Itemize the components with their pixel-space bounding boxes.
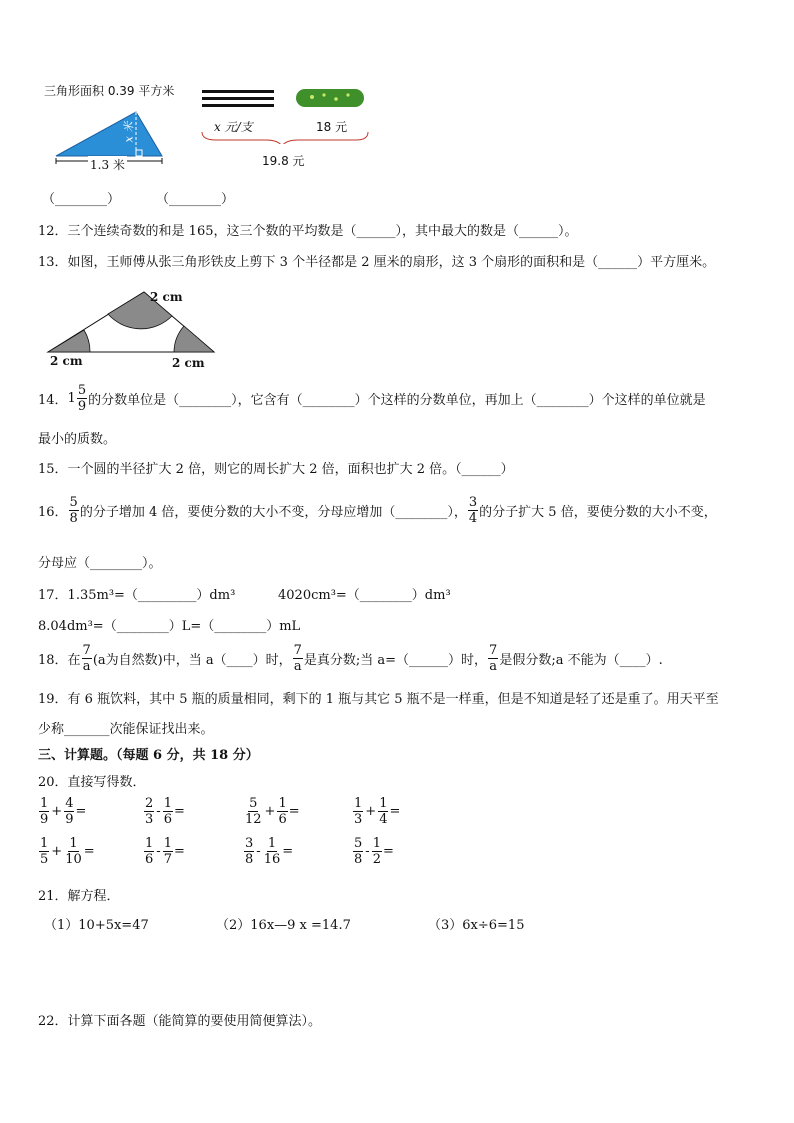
q16-fraction-1: $\frac{5}{8}$ — [69, 495, 78, 526]
sector-right-label: 2 cm — [172, 356, 205, 370]
triangle-shape — [56, 112, 162, 156]
q20-expression: $\frac{1}{9}$ + $\frac{4}{9}$ = — [40, 796, 87, 827]
question-22: 22．计算下面各题（能简算的要使用简便算法）。 — [38, 1014, 322, 1029]
triangle-base-label: 1.3 米 — [90, 158, 125, 172]
sector-top-label: 2 cm — [150, 290, 183, 304]
pens-answer-blank[interactable]: （________） — [156, 192, 235, 207]
question-18: 18．在 $\frac{7}{a}$ (a为自然数)中，当 a（____）时， $\frac{7}{a}$ 是真分数;当 a=（______）时， $\frac{7}{a}$ 是假分数;a 不能为（____）. — [38, 643, 663, 674]
question-17c: 8.04dm³=（________）L=（________）mL — [38, 619, 301, 634]
question-16: 16． $\frac{5}{8}$ 的分子增加 4 倍，要使分数的大小不变，分母应增加（________）， $\frac{3}{4}$ 的分子扩大 5 倍，要使分数的大小不变， — [38, 495, 717, 526]
sector-left-label: 2 cm — [50, 354, 83, 368]
q20-expression: $\frac{3}{8}$ - $\frac{1}{16}$ = — [245, 836, 294, 867]
question-17b: 4020cm³=（________）dm³ — [278, 588, 451, 603]
question-17a: 17．1.35m³=（_________）dm³ — [38, 588, 236, 603]
sectors-figure — [44, 286, 219, 356]
pencil-case-price-label: 18 元 — [316, 120, 348, 134]
triangle-height-label: x 米 — [122, 121, 136, 143]
q16-fraction-2: $\frac{3}{4}$ — [468, 495, 478, 526]
question-21: 21．解方程． — [38, 889, 120, 904]
pens-figure — [196, 84, 376, 144]
question-14 — [38, 384, 706, 413]
q18-fraction-1: $\frac{7}{a}$ — [82, 643, 91, 674]
equation-3: （3）6x÷6=15 — [428, 918, 525, 933]
q20-expression: $\frac{1}{3}$ + $\frac{1}{4}$ = — [354, 796, 401, 827]
q20-expression: $\frac{5}{8}$ - $\frac{1}{2}$ = — [354, 836, 394, 867]
q20-expression: $\frac{1}{5}$ + $\frac{1}{10}$ = — [40, 836, 95, 867]
q14-number: 14． — [38, 393, 68, 408]
triangle-caption: 三角形面积 0.39 平方米 — [44, 84, 175, 98]
question-19-line2: 少称_______次能保证找出来。 — [38, 722, 214, 737]
q20-expression: $\frac{5}{12}$ + $\frac{1}{6}$ = — [245, 796, 300, 827]
question-20: 20．直接写得数． — [38, 775, 146, 790]
total-price-label: 19.8 元 — [262, 154, 305, 168]
q14-whole: 1 — [67, 391, 76, 406]
q18-fraction-2: $\frac{7}{a}$ — [293, 643, 302, 674]
question-13: 13．如图，王师傅从张三角形铁皮上剪下 3 个半径都是 2 厘米的扇形，这 3 个扇形的面积和是（______）平方厘米。 — [38, 255, 716, 270]
question-12: 12．三个连续奇数的和是 165，这三个数的平均数是（______），其中最大的数是（______）。 — [38, 224, 578, 239]
equation-1: （1）10+5x=47 — [44, 918, 149, 933]
triangle-answer-blank[interactable]: （________） — [42, 192, 121, 207]
left-sector — [48, 330, 90, 352]
q14-text: 的分数单位是（________），它含有（________）个这样的分数单位，再加上（________）个这样的单位就是 — [88, 393, 706, 408]
q20-expression: $\frac{2}{3}$ - $\frac{1}{6}$ = — [145, 796, 185, 827]
q20-expression: $\frac{1}{6}$ - $\frac{1}{7}$ = — [145, 836, 185, 867]
question-14-line2: 最小的质数。 — [38, 432, 117, 447]
question-15: 15．一个圆的半径扩大 2 倍，则它的周长扩大 2 倍，面积也扩大 2 倍。（______） — [38, 462, 514, 477]
section-3-heading: 三、计算题。（每题 6 分，共 18 分） — [38, 748, 259, 763]
equation-2: （2）16x—9 x =14.7 — [216, 918, 351, 933]
question-19-line1: 19．有 6 瓶饮料，其中 5 瓶的质量相同，剩下的 1 瓶与其它 5 瓶不是一样重，但是不知道是轻了还是重了。用天平至 — [38, 692, 719, 707]
pencil-case-icon — [296, 89, 364, 107]
question-16-line2: 分母应（________）。 — [38, 556, 162, 571]
pen-price-label: x 元/支 — [214, 120, 253, 134]
q18-fraction-3: $\frac{7}{a}$ — [489, 643, 498, 674]
q14-fraction: $\frac{5}{9}$ — [77, 383, 87, 414]
